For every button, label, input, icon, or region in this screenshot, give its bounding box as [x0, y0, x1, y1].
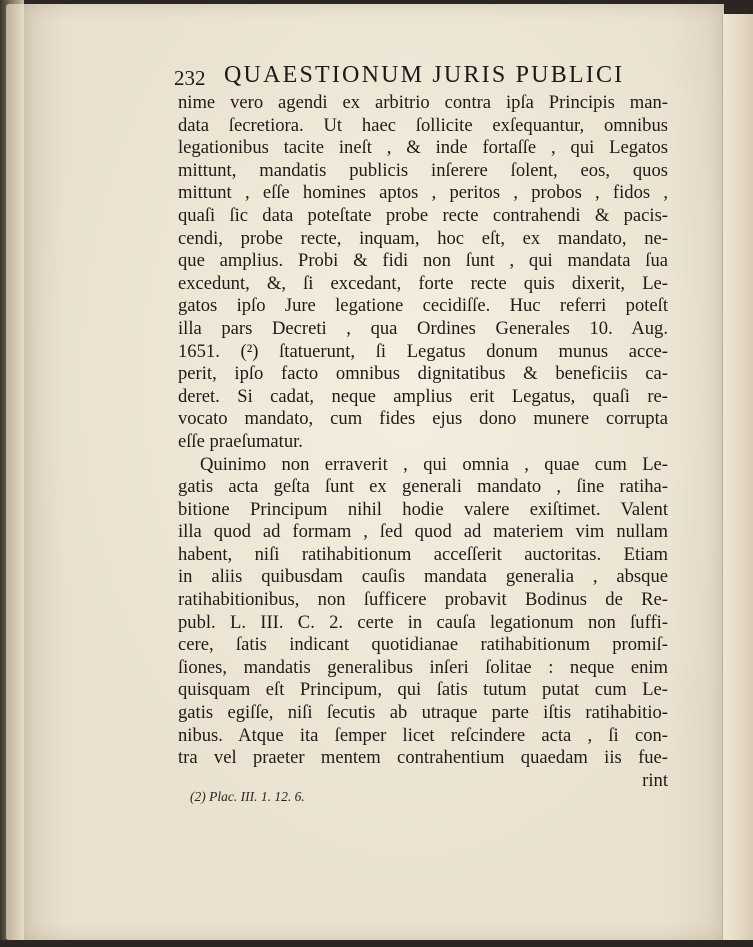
- text-line: vocato mandato, cum fides ejus dono munere corrupta: [178, 408, 668, 430]
- text-line: ſiones, mandatis generalibus inſeri ſolitae : neque enim: [178, 656, 668, 678]
- text-line: mittunt , eſſe homines aptos , peritos , probos , fidos ,: [178, 182, 668, 204]
- text-line: legationibus tacite ineſt , & inde fortaſſe , qui Legatos: [178, 137, 668, 159]
- text-line: habent, niſi ratihabitionum acceſſerit auctoritas. Etiam: [178, 543, 668, 565]
- catchword: rint: [642, 769, 668, 791]
- text-line: gatis egiſſe, niſi ſecutis ab utraque parte iſtis ratihabitio-: [178, 702, 668, 724]
- text-line: in aliis quibusdam cauſis mandata generalia , absque: [178, 566, 668, 588]
- bottom-shadow: [0, 940, 753, 947]
- text-line: quisquam eſt Principum, qui ſatis tutum putat cum Le-: [178, 679, 668, 701]
- text-line: mittunt, mandatis publicis inſerere ſolent, eos, quos: [178, 159, 668, 181]
- text-line: illa quod ad formam , ſed quod ad materiem vim nullam: [178, 521, 668, 543]
- footnote: (2) Plac. III. 1. 12. 6.: [190, 789, 305, 804]
- running-head: QUAESTIONUM JURIS PUBLICI: [224, 62, 625, 88]
- text-line: Quinimo non erraverit , qui omnia , quae cum Le-: [200, 453, 668, 475]
- text-line: deret. Si cadat, neque amplius erit Legatus, quaſi re-: [178, 385, 668, 407]
- text-line: bitione Principum nihil hodie valere exiſtimet. Valent: [178, 498, 668, 520]
- text-line: gatos ipſo Jure legatione cecidiſſe. Huc referri poteſt: [178, 295, 668, 317]
- text-line: quaſi ſic data poteſtate probe recte contrahendi & pacis-: [178, 204, 668, 226]
- text-line: 1651. (²) ſtatuerunt, ſi Legatus donum munus acce-: [178, 340, 668, 362]
- text-line: gatis acta geſta ſunt ex generali mandato , ſine ratiha-: [178, 476, 668, 498]
- page-number: 232: [174, 66, 206, 90]
- page-header: [174, 58, 654, 92]
- text-line: que amplius. Probi & fidi non ſunt , qui mandata ſua: [178, 250, 668, 272]
- facing-page-edge: [722, 14, 753, 940]
- text-line: illa pars Decreti , qua Ordines Generales 10. Aug.: [178, 317, 668, 339]
- text-line: eſſe praeſumatur.: [178, 430, 303, 452]
- text-line: tra vel praeter mentem contrahentium quaedam iis fue-: [178, 747, 668, 769]
- text-line: excedunt, &, ſi excedant, forte recte quis dixerit, Le-: [178, 272, 668, 294]
- text-line: cendi, probe recte, inquam, hoc eſt, ex mandato, ne-: [178, 227, 668, 249]
- text-line: ratihabitionibus, non ſufficere probavit Bodinus de Re-: [178, 589, 668, 611]
- text-line: data ſecretiora. Ut haec ſollicite exſequantur, omnibus: [178, 114, 668, 136]
- body-text: [178, 92, 668, 792]
- text-line: nibus. Atque ita ſemper licet reſcindere acta , ſi con-: [178, 724, 668, 746]
- text-line: publ. L. III. C. 2. certe in cauſa legationum non ſuffi-: [178, 611, 668, 633]
- text-line: perit, ipſo facto omnibus dignitatibus & beneficiis ca-: [178, 363, 668, 385]
- text-line: nime vero agendi ex arbitrio contra ipſa Principis man-: [178, 92, 668, 113]
- text-line: cere, ſatis indicant quotidianae ratihabitionum promiſ-: [178, 634, 668, 656]
